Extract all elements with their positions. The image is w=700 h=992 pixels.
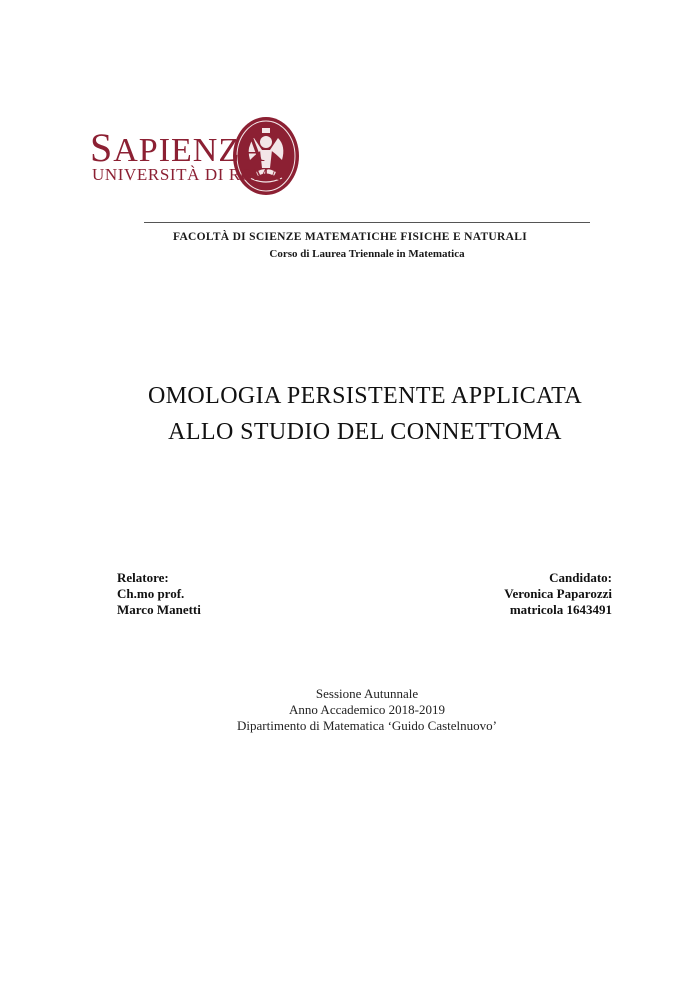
candidate-label: Candidato: (549, 570, 612, 585)
supervisor-name: Marco Manetti (117, 602, 201, 617)
supervisor-honorific: Ch.mo prof. (117, 586, 185, 601)
wordmark-rest: APIENZA (113, 132, 266, 169)
supervisor-block (117, 570, 201, 618)
candidate-block (504, 570, 612, 618)
faculty-name: FACOLTÀ DI SCIENZE MATEMATICHE FISICHE E NATURALI (172, 231, 527, 243)
department-name: Dipartimento di Matematica ‘Guido Castelnuovo’ (237, 718, 497, 733)
university-logo (232, 116, 512, 200)
candidate-name: Veronica Paparozzi (504, 586, 612, 601)
university-wordmark (90, 125, 266, 170)
thesis-title-line-1: OMOLOGIA PERSISTENTE APPLICATA (147, 383, 583, 409)
wordmark-initial: S (90, 125, 114, 170)
supervisor-label: Relatore: (117, 570, 169, 585)
session-term: Sessione Autunnale (315, 686, 419, 701)
header-divider (144, 222, 590, 223)
university-subtitle: UNIVERSITÀ DI ROMA (92, 165, 283, 184)
thesis-title (0, 378, 700, 450)
session-info (0, 686, 700, 734)
candidate-matricola: matricola 1643491 (509, 602, 612, 617)
course-name: Corso di Laurea Triennale in Matematica (269, 248, 465, 260)
thesis-title-line-2: ALLO STUDIO DEL CONNETTOMA (168, 419, 562, 445)
academic-year: Anno Accademico 2018-2019 (289, 702, 445, 717)
